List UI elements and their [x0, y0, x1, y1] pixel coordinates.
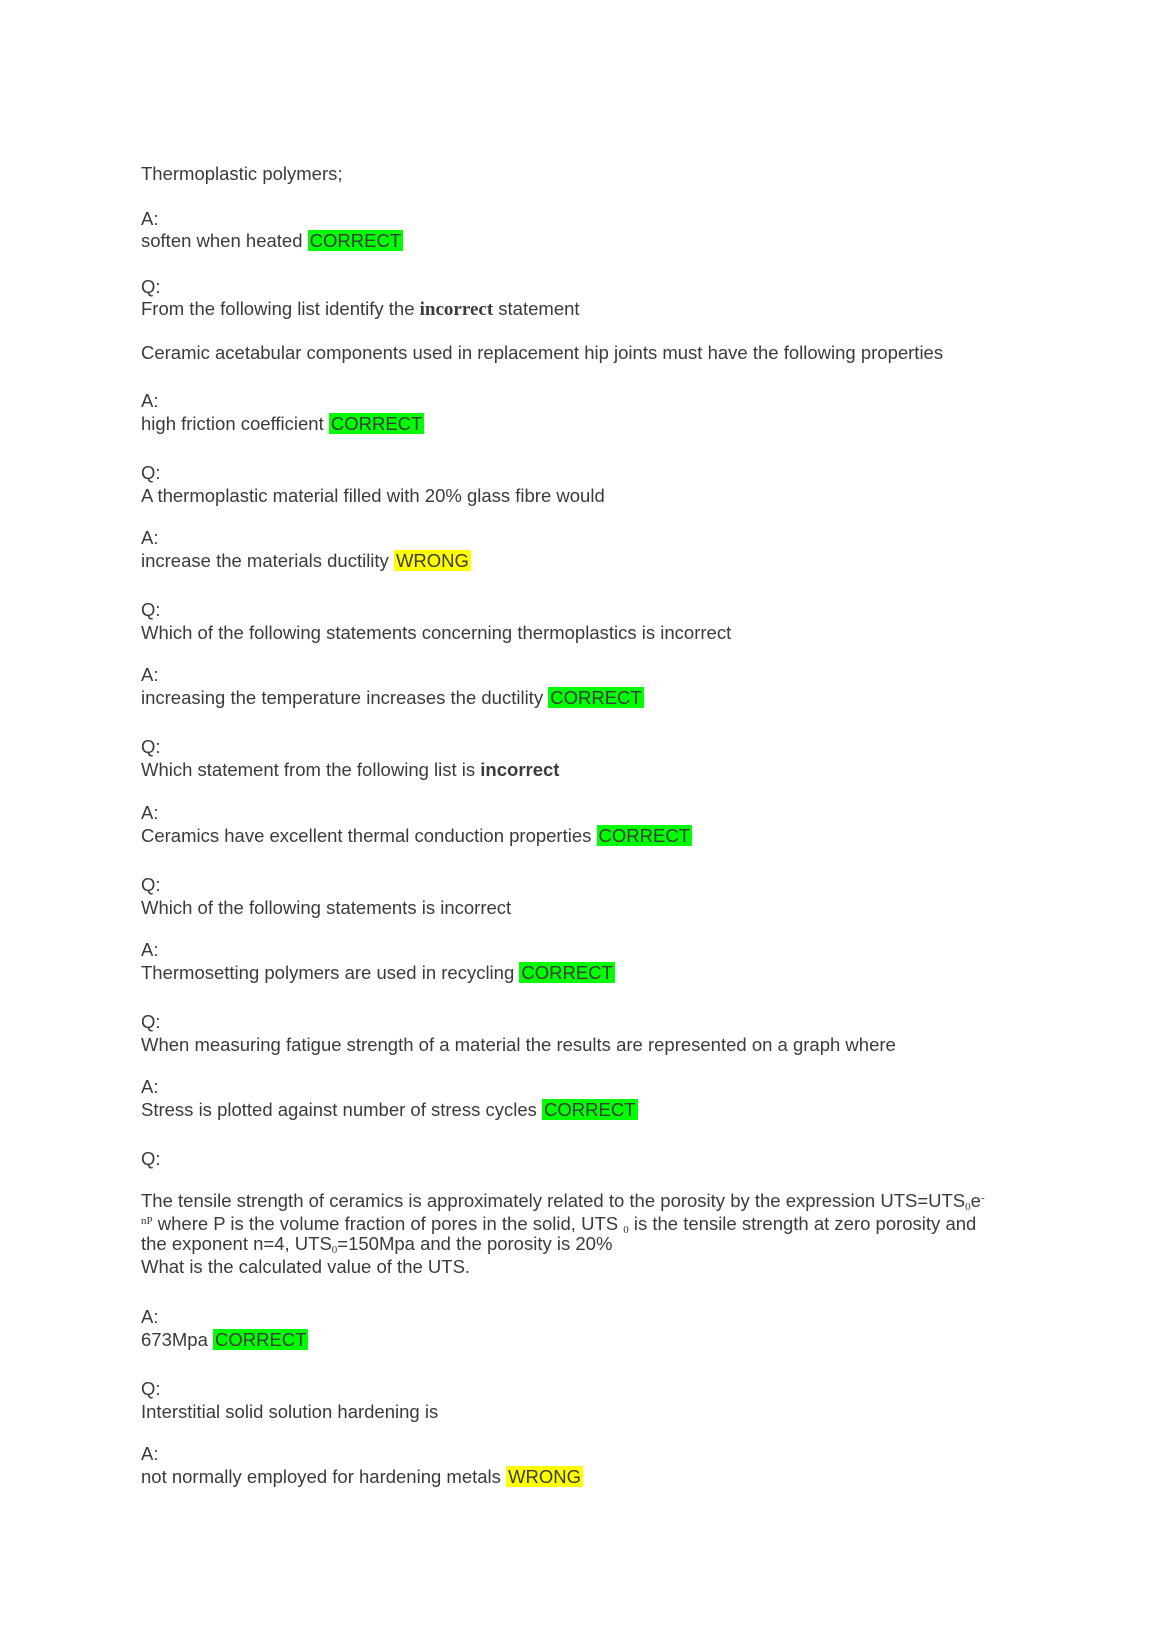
correct-badge: CORRECT — [521, 962, 613, 983]
question-text: The tensile strength of ceramics is approximately related to the porosity by the expression UTS=UTS — [141, 1190, 966, 1211]
answer-text: high friction coefficient — [141, 413, 324, 434]
answer-text: soften when heated — [141, 230, 303, 251]
answer-line — [141, 825, 692, 847]
question-text: Which of the following statements concerning thermoplastics is incorrect — [141, 622, 732, 643]
question-label: Q: — [141, 1148, 161, 1169]
answer-label: A: — [141, 390, 159, 411]
question-text: When measuring fatigue strength of a material the results are represented on a graph where — [141, 1034, 896, 1055]
question-label: Q: — [141, 736, 161, 757]
question-text: Interstitial solid solution hardening is — [141, 1401, 439, 1422]
question-label: Q: — [141, 276, 161, 297]
question-text: Which statement from the following list is — [141, 759, 476, 780]
question-text: e — [970, 1190, 981, 1211]
answer-text: not normally employed for hardening metals — [141, 1466, 501, 1487]
answer-text: Thermosetting polymers are used in recycling — [141, 962, 515, 983]
question-text: statement — [498, 298, 580, 319]
question-label: Q: — [141, 599, 161, 620]
question-text: the exponent n=4, UTS — [141, 1233, 332, 1254]
question-subtext: Ceramic acetabular components used in replacement hip joints must have the following properties — [141, 342, 944, 363]
question-line — [141, 298, 580, 321]
answer-line — [141, 1099, 638, 1121]
question-label: Q: — [141, 1378, 161, 1399]
answer-line — [141, 413, 424, 435]
question-text: =150Mpa and the porosity is 20% — [337, 1233, 613, 1254]
superscript: nP — [141, 1215, 153, 1227]
correct-badge: CORRECT — [309, 230, 402, 251]
subscript: 0 — [331, 1244, 338, 1256]
answer-label: A: — [141, 939, 159, 960]
intro-text: Thermoplastic polymers; — [141, 163, 343, 184]
correct-badge: CORRECT — [550, 687, 642, 708]
question-text: A thermoplastic material filled with 20% glass fibre would — [141, 485, 605, 506]
correct-badge: CORRECT — [215, 1329, 307, 1350]
answer-label: A: — [141, 1076, 159, 1097]
question-text: is the tensile strength at zero porosity and — [628, 1213, 977, 1234]
answer-label: A: — [141, 208, 159, 229]
superscript: - — [980, 1192, 985, 1204]
subscript: 0 — [965, 1201, 971, 1213]
answer-label: A: — [141, 1443, 159, 1464]
answer-line — [141, 230, 403, 252]
answer-label: A: — [141, 527, 159, 548]
question-text: where P is the volume fraction of pores in the solid, UTS — [152, 1213, 624, 1234]
question-label: Q: — [141, 1011, 161, 1032]
question-text: Which of the following statements is incorrect — [141, 897, 512, 918]
subscript: 0 — [623, 1224, 629, 1236]
wrong-badge: WRONG — [508, 1466, 582, 1487]
question-text: What is the calculated value of the UTS. — [141, 1256, 471, 1277]
correct-badge: CORRECT — [330, 413, 423, 434]
wrong-badge: WRONG — [395, 550, 469, 571]
question-label: Q: — [141, 462, 161, 483]
answer-line — [141, 962, 615, 984]
answer-text: increasing the temperature increases the ductility — [141, 687, 544, 708]
question-label: Q: — [141, 874, 161, 895]
answer-label: A: — [141, 1306, 159, 1327]
answer-text: Ceramics have excellent thermal conduction properties — [141, 825, 592, 846]
answer-line — [141, 687, 644, 709]
answer-label: A: — [141, 664, 159, 685]
answer-text: 673Mpa — [141, 1329, 208, 1350]
question-text: From the following list identify the — [141, 298, 415, 319]
answer-line — [141, 1466, 583, 1488]
answer-line — [141, 1329, 308, 1351]
question-line — [141, 759, 559, 781]
correct-badge: CORRECT — [598, 825, 691, 846]
answer-text: Stress is plotted against number of stress cycles — [141, 1099, 537, 1120]
correct-badge: CORRECT — [544, 1099, 636, 1120]
question-emphasis: incorrect — [480, 759, 560, 780]
answer-label: A: — [141, 802, 159, 823]
answer-text: increase the materials ductility — [141, 550, 389, 571]
question-emphasis: incorrect — [419, 299, 494, 320]
answer-line — [141, 550, 471, 572]
